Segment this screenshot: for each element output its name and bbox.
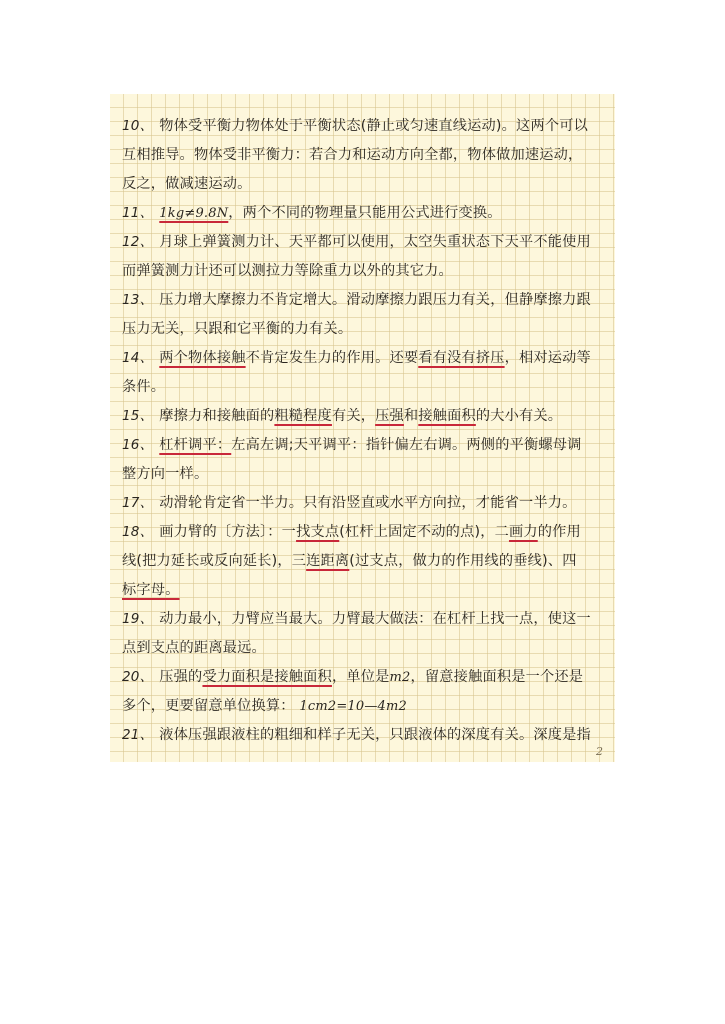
formula: 1cm2=10—4m2: [299, 699, 408, 714]
unit: m2: [389, 670, 411, 685]
note-line: [110, 402, 615, 431]
note-text: 有关，: [331, 408, 376, 424]
underlined-phrase: 找支点: [296, 524, 340, 540]
underlined-phrase: 看有没有挤压: [418, 350, 505, 366]
note-text: 月球上弹簧测力计、天平都可以使用，太空失重状态下天平不能使用: [159, 234, 591, 250]
note-text: 摩擦力和接触面的: [159, 408, 275, 424]
notes-body: [110, 112, 615, 750]
item-number-badge: 18、: [122, 518, 153, 547]
note-text: 的作用: [537, 524, 581, 540]
note-line: [110, 489, 615, 518]
note-line: [110, 286, 615, 315]
note-line: [110, 692, 615, 721]
note-line: [110, 199, 615, 228]
note-text: 压力增大摩擦力不肯定增大。滑动摩擦力跟压力有关，但静摩擦力跟: [159, 292, 591, 308]
note-text: 压强的: [159, 669, 203, 685]
underlined-phrase: 粗糙程度: [274, 408, 332, 424]
item-number-badge: 11、: [122, 199, 153, 228]
note-line: [110, 721, 615, 750]
item-number-badge: 17、: [122, 489, 153, 518]
item-number-badge: 13、: [122, 286, 153, 315]
note-line: [110, 547, 615, 576]
note-line: [110, 344, 615, 373]
note-text: 左高左调;天平调平：指针偏左右调。两侧的平衡螺母调: [231, 437, 582, 453]
note-line: [110, 605, 615, 634]
underlined-phrase: 接触面积: [418, 408, 476, 424]
note-text: 动滑轮肯定省一半力。只有沿竖直或水平方向拉，才能省一半力。: [159, 495, 577, 511]
note-text: 多个，更要留意单位换算：: [122, 698, 295, 714]
item-number-badge: 15、: [122, 402, 153, 431]
note-text: 压力无关，只跟和它平衡的力有关。: [122, 321, 353, 337]
note-text: 反之，做减速运动。: [122, 176, 252, 192]
note-line: [110, 663, 615, 692]
item-number-badge: 14、: [122, 344, 153, 373]
item-number-badge: 21、: [122, 721, 153, 750]
underlined-phrase: 杠杆调平：: [159, 437, 232, 453]
note-text: ，两个不同的物理量只能用公式进行变换。: [228, 205, 502, 221]
underlined-phrase: 标字母。: [122, 582, 180, 598]
underlined-phrase: 两个物体接触: [159, 350, 246, 366]
note-line: [110, 518, 615, 547]
underlined-phrase: 受力面积是接触面积: [202, 669, 332, 685]
note-line: [110, 431, 615, 460]
note-line: [110, 112, 615, 141]
note-text: (过支点，做力的作用线的垂线)、四: [349, 553, 577, 569]
underlined-phrase: 画力: [508, 524, 538, 540]
note-text: 动力最小，力臂应当最大。力臂最大做法：在杠杆上找一点，使这一: [159, 611, 591, 627]
notebook-page: [110, 94, 615, 762]
underlined-phrase: 连距离: [306, 553, 350, 569]
note-line: [110, 576, 615, 605]
note-text: 点到支点的距离最远。: [122, 640, 266, 656]
note-text: 画力臂的〔方法〕：一: [159, 524, 297, 540]
page-number: 2: [596, 745, 603, 758]
item-number-badge: 16、: [122, 431, 153, 460]
note-text: (杠杆上固定不动的点)，二: [339, 524, 509, 540]
note-text: 互相推导。物体受非平衡力：若合力和运动方向全都，物体做加速运动，: [122, 147, 583, 163]
note-line: [110, 228, 615, 257]
item-number-badge: 19、: [122, 605, 153, 634]
formula: 1kg≠9.8N: [159, 206, 229, 221]
note-text: 而弹簧测力计还可以测拉力等除重力以外的其它力。: [122, 263, 453, 279]
note-text: ，单位是: [331, 669, 390, 685]
note-text: 物体受平衡力物体处于平衡状态(静止或匀速直线运动)。这两个可以: [159, 118, 588, 134]
underlined-phrase: 压强: [375, 408, 404, 424]
note-text: 和: [403, 408, 419, 424]
note-text: 不肯定发生力的作用。还要: [245, 350, 419, 366]
item-number-badge: 12、: [122, 228, 153, 257]
item-number-badge: 20、: [122, 663, 153, 692]
note-text: ，相对运动等: [504, 350, 591, 366]
note-text: 整方向一样。: [122, 466, 209, 482]
note-text: 条件。: [122, 379, 166, 395]
note-text: 线(把力延长或反向延长)，三: [122, 553, 307, 569]
item-number-badge: 10、: [122, 112, 153, 141]
note-text: ，留意接触面积是一个还是: [410, 669, 584, 685]
note-text: 的大小有关。: [475, 408, 563, 424]
note-text: 液体压强跟液柱的粗细和样子无关，只跟液体的深度有关。深度是指: [159, 727, 591, 743]
